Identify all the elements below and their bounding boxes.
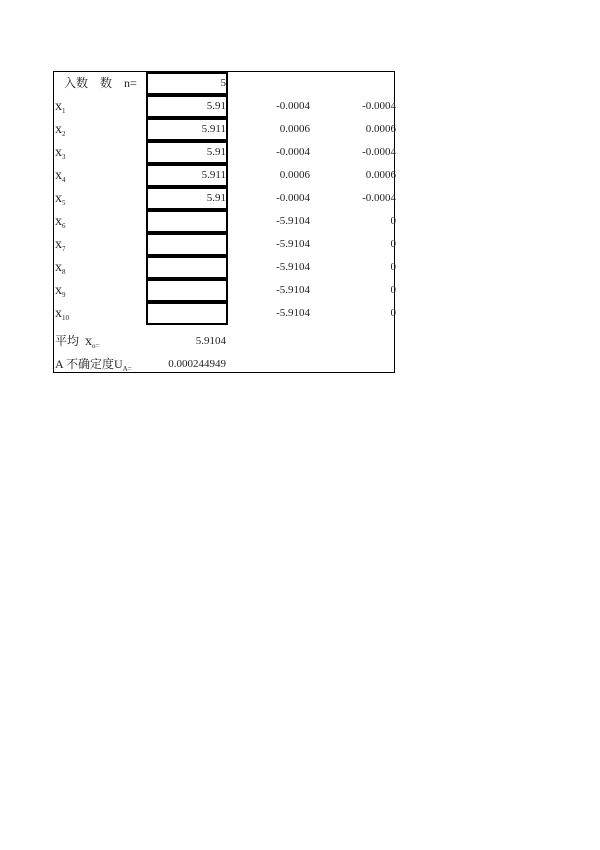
measurement-row xyxy=(54,187,396,210)
sample-count-value[interactable]: 5 xyxy=(220,77,226,89)
measurement-var: x xyxy=(55,306,62,321)
measurement-value[interactable] xyxy=(146,233,228,256)
measurement-row xyxy=(54,256,396,279)
sample-count-label: 入数 数 n= xyxy=(64,76,137,90)
uncertainty-sub: A= xyxy=(122,365,132,373)
mean-label-text: 平均 xyxy=(55,334,80,348)
measurement-row xyxy=(54,118,396,141)
measurement-value[interactable]: 5.91 xyxy=(206,100,226,112)
deviation-value: 0.0006 xyxy=(279,169,310,181)
measurement-label xyxy=(55,95,66,118)
measurement-var: x xyxy=(55,99,62,114)
measurement-sub: 4 xyxy=(62,176,66,184)
measurement-sub: 1 xyxy=(62,107,66,115)
measurement-row xyxy=(54,210,396,233)
measurement-var: x xyxy=(55,237,62,252)
second-column-value: 0 xyxy=(390,238,396,250)
measurement-value[interactable] xyxy=(146,302,228,325)
deviation-value: -5.9104 xyxy=(276,238,310,250)
uncertainty-label xyxy=(55,353,132,376)
measurement-row xyxy=(54,164,396,187)
second-column-value: 0 xyxy=(390,261,396,273)
mean-value: 5.9104 xyxy=(195,335,226,347)
measurement-label xyxy=(55,118,66,141)
deviation-value: -5.9104 xyxy=(276,307,310,319)
mean-sub: o= xyxy=(92,342,100,350)
measurement-var: x xyxy=(55,283,62,298)
measurement-sub: 9 xyxy=(62,291,66,299)
second-column-value: 0.0006 xyxy=(365,169,396,181)
measurement-row xyxy=(54,279,396,302)
deviation-value: -5.9104 xyxy=(276,215,310,227)
measurement-var: x xyxy=(55,145,62,160)
measurement-sub: 10 xyxy=(62,314,69,322)
mean-label xyxy=(55,330,99,353)
measurement-var: x xyxy=(55,168,62,183)
measurement-row xyxy=(54,233,396,256)
measurement-value[interactable] xyxy=(146,279,228,302)
measurement-label xyxy=(55,141,66,164)
second-column-value: 0 xyxy=(390,215,396,227)
deviation-value: -0.0004 xyxy=(276,192,310,204)
measurement-label xyxy=(55,187,66,210)
measurement-label xyxy=(55,256,66,279)
second-column-value: -0.0004 xyxy=(362,146,396,158)
measurement-label xyxy=(55,279,66,302)
deviation-value: -0.0004 xyxy=(276,100,310,112)
measurement-label xyxy=(55,164,66,187)
measurement-sub: 7 xyxy=(62,245,66,253)
measurement-row xyxy=(54,302,396,325)
measurement-var: x xyxy=(55,191,62,206)
deviation-value: -0.0004 xyxy=(276,146,310,158)
uncertainty-row xyxy=(54,353,396,376)
measurement-row xyxy=(54,141,396,164)
measurement-value[interactable] xyxy=(146,256,228,279)
uncertainty-label-text: A 不确定度U xyxy=(55,357,123,371)
measurement-sub: 5 xyxy=(62,199,66,207)
second-column-value: 0.0006 xyxy=(365,123,396,135)
second-column-value: -0.0004 xyxy=(362,100,396,112)
measurement-sub: 8 xyxy=(62,268,66,276)
measurement-value[interactable]: 5.91 xyxy=(206,146,226,158)
measurement-sub: 6 xyxy=(62,222,66,230)
measurement-var: x xyxy=(55,122,62,137)
measurement-value[interactable]: 5.911 xyxy=(201,169,226,181)
uncertainty-calculation-sheet xyxy=(53,71,395,373)
measurement-value[interactable]: 5.911 xyxy=(201,123,226,135)
measurement-sub: 2 xyxy=(62,130,66,138)
second-column-value: -0.0004 xyxy=(362,192,396,204)
measurement-label xyxy=(55,302,69,325)
measurement-value[interactable] xyxy=(146,210,228,233)
deviation-value: -5.9104 xyxy=(276,284,310,296)
second-column-value: 0 xyxy=(390,284,396,296)
measurement-sub: 3 xyxy=(62,153,66,161)
measurement-label xyxy=(55,233,66,256)
measurement-var: x xyxy=(55,214,62,229)
deviation-value: 0.0006 xyxy=(279,123,310,135)
mean-row xyxy=(54,330,396,353)
sample-count-row xyxy=(54,72,396,95)
measurement-var: x xyxy=(55,260,62,275)
measurement-value[interactable]: 5.91 xyxy=(206,192,226,204)
second-column-value: 0 xyxy=(390,307,396,319)
deviation-value: -5.9104 xyxy=(276,261,310,273)
uncertainty-value: 0.000244949 xyxy=(168,358,226,370)
measurement-row xyxy=(54,95,396,118)
measurement-label xyxy=(55,210,66,233)
mean-var: x xyxy=(85,334,93,349)
